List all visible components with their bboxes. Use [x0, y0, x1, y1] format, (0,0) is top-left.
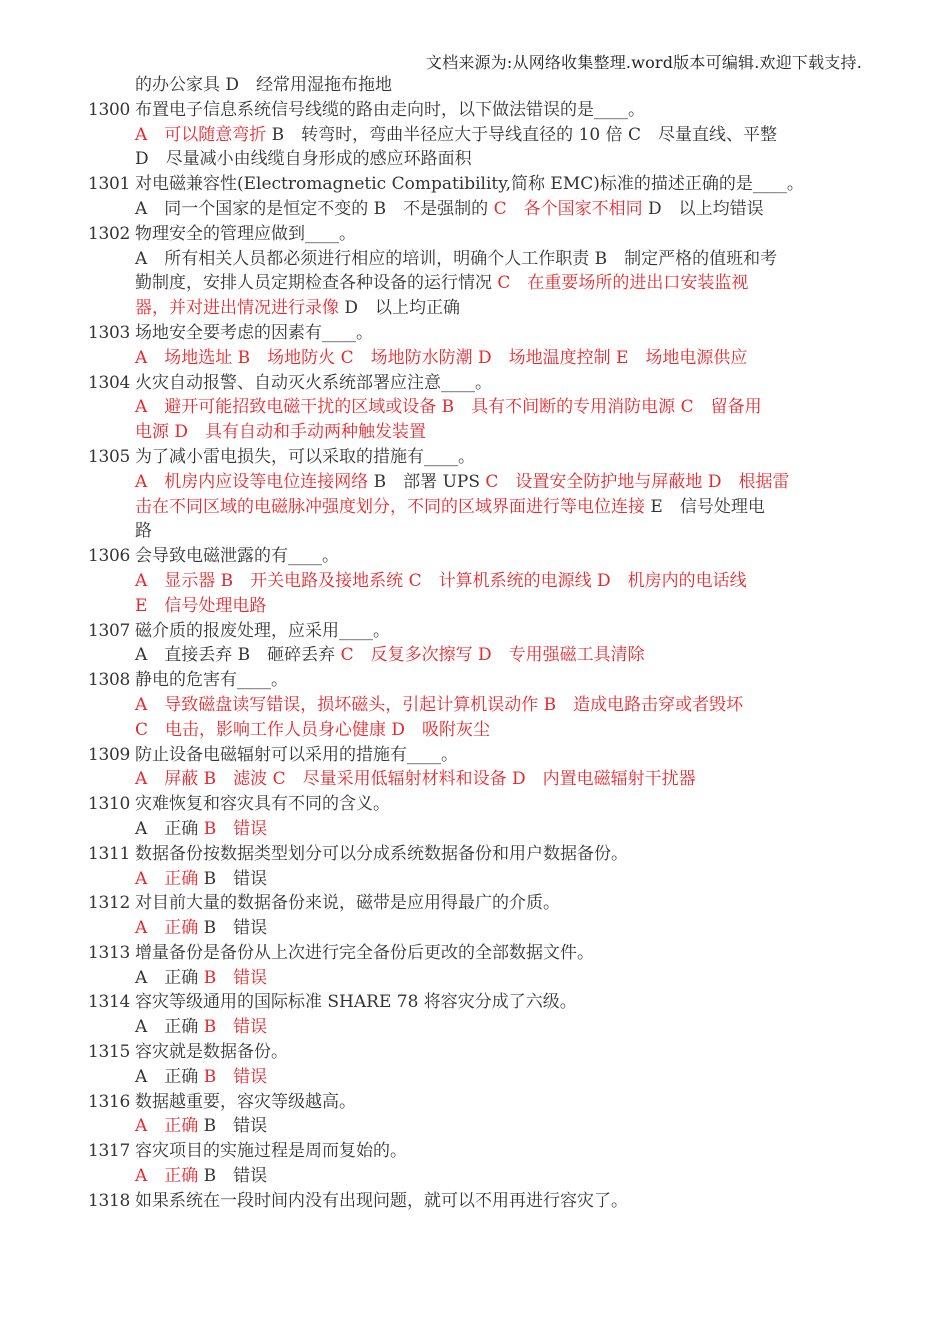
- correct-answer-text: A 屏蔽 B 滤波 C 尽量采用低辐射材料和设备 D 内置电磁辐射干扰器: [135, 769, 696, 790]
- question-number: 1314: [88, 992, 131, 1013]
- question-item: [88, 1090, 858, 1140]
- question-stem-row: [88, 321, 858, 346]
- answer-options-line: [88, 271, 858, 296]
- question-number: 1301: [88, 174, 131, 195]
- question-stem: 为了减小雷电损失，可以采取的措施有____。: [135, 446, 475, 467]
- correct-answer-text: A 导致磁盘读写错误，损坏磁头，引起计算机误动作 B 造成电路击穿或者毁坏: [135, 694, 744, 715]
- option-text: D 以上均正确: [339, 298, 461, 319]
- option-text: 路: [135, 521, 152, 542]
- question-stem-row: [88, 98, 858, 123]
- question-stem-row: [88, 1040, 858, 1065]
- question-stem: 容灾项目的实施过程是周而复始的。: [135, 1141, 407, 1162]
- question-number: 1307: [88, 620, 131, 641]
- question-stem: 防止设备电磁辐射可以采用的措施有____。: [135, 744, 458, 765]
- correct-answer-text: 器，并对进出情况进行录像: [135, 298, 339, 319]
- option-text: A 正确: [135, 818, 204, 839]
- document-source-header: 文档来源为:从网络收集整理.word版本可编辑.欢迎下载支持.: [425, 53, 862, 72]
- question-number: 1300: [88, 99, 131, 120]
- question-item: [88, 941, 858, 991]
- correct-answer-text: C 电击，影响工作人员身心健康 D 吸附灰尘: [135, 719, 491, 740]
- question-stem-row: [88, 544, 858, 569]
- question-number: 1313: [88, 942, 131, 963]
- question-stem-row: [88, 941, 858, 966]
- question-item: [88, 990, 858, 1040]
- correct-answer-text: E 信号处理电路: [135, 595, 267, 616]
- question-number: 1316: [88, 1091, 131, 1112]
- question-item: [88, 792, 858, 842]
- answer-options-line: [88, 1114, 858, 1139]
- option-text: A 同一个国家的是恒定不变的 B 不是强制的: [135, 198, 494, 219]
- question-stem-row: [88, 619, 858, 644]
- carry-over-line: 的办公家具 D 经常用湿拖布拖地: [135, 75, 393, 95]
- question-item: [88, 668, 858, 742]
- option-text: A 直接丢弃 B 砸碎丢弃: [135, 645, 341, 666]
- question-number: 1317: [88, 1141, 131, 1162]
- option-text: A 正确: [135, 1066, 204, 1087]
- question-stem: 数据备份按数据类型划分可以分成系统数据备份和用户数据备份。: [135, 843, 628, 864]
- question-item: [88, 371, 858, 445]
- question-item: [88, 1040, 858, 1090]
- answer-options-line: [88, 395, 858, 420]
- question-stem: 对目前大量的数据备份来说，磁带是应用得最广的介质。: [135, 893, 560, 914]
- question-number: 1309: [88, 744, 131, 765]
- question-stem-row: [88, 1189, 858, 1214]
- correct-answer-text: B 错误: [203, 1066, 268, 1087]
- question-stem-row: [88, 743, 858, 768]
- correct-answer-text: C 各个国家不相同: [493, 198, 643, 219]
- question-stem-row: [88, 842, 858, 867]
- option-text: A 正确: [135, 967, 204, 988]
- question-number: 1312: [88, 893, 131, 914]
- question-stem: 容灾就是数据备份。: [135, 1042, 288, 1063]
- question-stem: 场地安全要考虑的因素有____。: [135, 322, 373, 343]
- answer-options-line: [88, 569, 858, 594]
- answer-options-line: [88, 123, 858, 148]
- answer-options-line: [88, 1164, 858, 1189]
- question-stem: 灾难恢复和容灾具有不同的含义。: [135, 794, 390, 815]
- question-number: 1318: [88, 1190, 131, 1211]
- option-text: B 错误: [198, 868, 268, 889]
- question-number: 1305: [88, 446, 131, 467]
- question-stem: 物理安全的管理应做到____。: [135, 223, 356, 244]
- answer-options-line: [88, 247, 858, 272]
- answer-options-line: [88, 817, 858, 842]
- question-stem: 会导致电磁泄露的有____。: [135, 546, 339, 567]
- answer-options-line: [88, 197, 858, 222]
- correct-answer-text: 电源 D 具有自动和手动两种触发装置: [135, 422, 427, 443]
- option-text: E 信号处理电: [645, 496, 765, 517]
- question-stem: 容灾等级通用的国际标准 SHARE 78 将容灾分成了六级。: [135, 992, 577, 1013]
- answer-options-line: [88, 147, 858, 172]
- question-item: [88, 321, 858, 371]
- correct-answer-text: C 设置安全防护地与屏蔽地 D 根据雷: [485, 471, 790, 492]
- answer-options-line: [88, 767, 858, 792]
- question-stem: 如果系统在一段时间内没有出现问题，就可以不用再进行容灾了。: [135, 1190, 628, 1211]
- question-stem-row: [88, 1139, 858, 1164]
- question-number: 1308: [88, 670, 131, 691]
- question-number: 1303: [88, 322, 131, 343]
- question-stem: 静电的危害有____。: [135, 670, 288, 691]
- question-number: 1304: [88, 372, 131, 393]
- correct-answer-text: A 可以随意弯折: [135, 124, 267, 145]
- answer-options-line: [88, 296, 858, 321]
- answer-options-line: [88, 867, 858, 892]
- correct-answer-text: A 机房内应设等电位连接网络: [135, 471, 369, 492]
- correct-answer-text: B 错误: [203, 818, 268, 839]
- option-text: B 错误: [198, 1116, 268, 1137]
- correct-answer-text: 击在不同区域的电磁脉冲强度划分，不同的区域界面进行等电位连接: [135, 496, 645, 517]
- question-stem-row: [88, 222, 858, 247]
- question-stem-row: [88, 668, 858, 693]
- question-stem: 对电磁兼容性(Electromagnetic Compatibility,简称 EMC)标准的描述正确的是____。: [135, 174, 804, 195]
- question-item: [88, 222, 858, 321]
- question-stem-row: [88, 1090, 858, 1115]
- answer-options-line: [88, 1065, 858, 1090]
- answer-options-line: [88, 594, 858, 619]
- question-stem-row: [88, 792, 858, 817]
- option-text: A 正确: [135, 1017, 204, 1038]
- correct-answer-text: A 避开可能招致电磁干扰的区域或设备 B 具有不间断的专用消防电源 C 留备用: [135, 397, 762, 418]
- answer-options-line: [88, 718, 858, 743]
- question-item: [88, 1189, 858, 1214]
- question-stem-row: [88, 445, 858, 470]
- question-stem-row: [88, 990, 858, 1015]
- answer-options-line: [88, 346, 858, 371]
- option-text: B 错误: [198, 1166, 268, 1187]
- answer-options-line: [88, 495, 858, 520]
- correct-answer-text: A 正确: [135, 1166, 199, 1187]
- question-stem: 火灾自动报警、自动灭火系统部署应注意____。: [135, 372, 492, 393]
- question-stem: 增量备份是备份从上次进行完全备份后更改的全部数据文件。: [135, 942, 594, 963]
- correct-answer-text: B 错误: [203, 967, 268, 988]
- correct-answer-text: A 正确: [135, 1116, 199, 1137]
- question-number: 1302: [88, 223, 131, 244]
- answer-options-line: [88, 420, 858, 445]
- question-item: [88, 891, 858, 941]
- answer-options-line: [88, 1015, 858, 1040]
- question-stem: 数据越重要，容灾等级越高。: [135, 1091, 356, 1112]
- correct-answer-text: A 正确: [135, 868, 199, 889]
- answer-options-line: [88, 643, 858, 668]
- option-text: 勤制度，安排人员定期检查各种设备的运行情况: [135, 273, 498, 294]
- option-text: A 所有相关人员都必须进行相应的培训，明确个人工作职责 B 制定严格的值班和考: [135, 248, 778, 269]
- question-item: [88, 544, 858, 618]
- answer-options-line: [88, 693, 858, 718]
- question-item: [88, 1139, 858, 1189]
- question-stem-row: [88, 172, 858, 197]
- correct-answer-text: C 在重要场所的进出口安装监视: [497, 273, 749, 294]
- question-number: 1310: [88, 794, 131, 815]
- question-stem: 布置电子信息系统信号线缆的路由走向时，以下做法错误的是____。: [135, 99, 645, 120]
- question-stem-row: [88, 891, 858, 916]
- question-stem-row: [88, 371, 858, 396]
- answer-options-line: [88, 470, 858, 495]
- correct-answer-text: A 场地选址 B 场地防火 C 场地防水防潮 D 场地温度控制 E 场地电源供应: [135, 347, 748, 368]
- question-item: [88, 743, 858, 793]
- option-text: B 转弯时，弯曲半径应大于导线直径的 10 倍 C 尽量直线、平整: [266, 124, 778, 145]
- question-item: [88, 842, 858, 892]
- answer-options-line: [88, 966, 858, 991]
- correct-answer-text: B 错误: [203, 1017, 268, 1038]
- question-item: [88, 172, 858, 222]
- correct-answer-text: A 正确: [135, 918, 199, 939]
- question-item: [88, 98, 858, 172]
- correct-answer-text: C 反复多次擦写 D 专用强磁工具清除: [340, 645, 645, 666]
- questions-container: [88, 98, 858, 1214]
- answer-options-line: [88, 519, 858, 544]
- question-item: [88, 619, 858, 669]
- question-stem: 磁介质的报废处理，应采用____。: [135, 620, 390, 641]
- answer-options-line: [88, 916, 858, 941]
- question-number: 1306: [88, 546, 131, 567]
- correct-answer-text: A 显示器 B 开关电路及接地系统 C 计算机系统的电源线 D 机房内的电话线: [135, 570, 747, 591]
- question-list: [88, 73, 858, 1214]
- question-number: 1311: [88, 843, 131, 864]
- question-item: [88, 445, 858, 544]
- option-text: D 以上均错误: [642, 198, 764, 219]
- option-text: B 错误: [198, 918, 268, 939]
- option-text: B 部署 UPS: [368, 471, 486, 492]
- option-text: D 尽量减小由线缆自身形成的感应环路面积: [135, 149, 472, 170]
- question-number: 1315: [88, 1042, 131, 1063]
